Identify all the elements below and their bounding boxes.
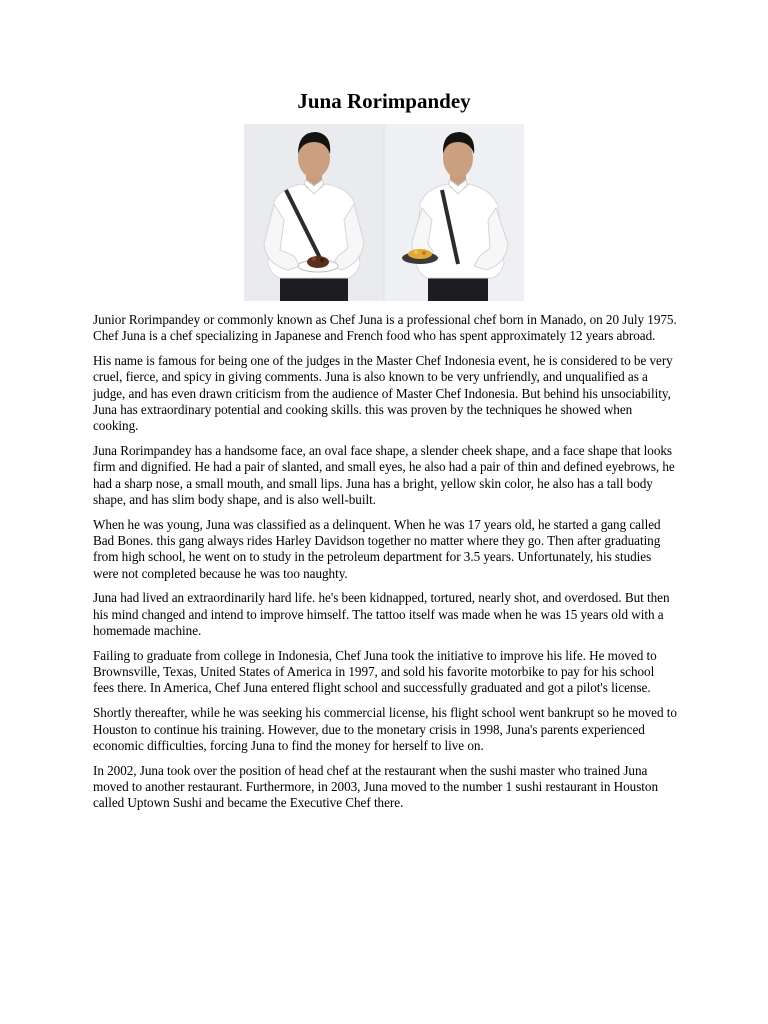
paragraph: When he was young, Juna was classified as a delinquent. When he was 17 years old, he started a gang called Bad Bones. this gang always rides Harley Davidson together no matter where they go. Then after graduating from high school, he went on to study in the petroleum department for 3.5 years. Unfortunately, his studies were not completed because he was too naughty. — [93, 516, 661, 581]
paragraph: Junior Rorimpandey or commonly known as Chef Juna is a professional chef born in Manado, on 20 July 1975. Chef Juna is a chef specializing in Japanese and French food who has spent approximately 12 years abroad. — [93, 312, 677, 344]
document-body — [93, 312, 677, 820]
paragraph: Failing to graduate from college in Indonesia, Chef Juna took the initiative to improve his life. He moved to Brownsville, Texas, United States of America in 1997, and sold his favorite motorbike to pay for his school fees there. In America, Chef Juna entered flight school and successfully graduated and got a pilot's license. — [93, 647, 657, 696]
paragraph: Shortly thereafter, while he was seeking his commercial license, his flight school went bankrupt so he moved to Houston to continue his training. However, due to the monetary crisis in 1998, Juna's parents experienced economic difficulties, forcing Juna to find the money for herself to live on. — [93, 705, 677, 753]
paragraph: Juna had lived an extraordinarily hard life. he's been kidnapped, tortured, nearly shot, and overdosed. But then his mind changed and intend to improve himself. The tattoo itself was made when he was 15 years old with a homemade machine. — [93, 590, 670, 639]
paragraph: His name is famous for being one of the judges in the Master Chef Indonesia event, he is considered to be very cruel, fierce, and spicy in giving comments. Juna is also known to be very unfriendly, and unqualified as a judge, and has even drawn criticism from the audience of Master Chef Indonesia. But behind his unsociability, Juna has extraordinary potential and cooking skills. this was proven by the techniques he showed when cooking. — [93, 353, 673, 434]
chef-portrait-photo — [244, 124, 524, 301]
paragraph: Juna Rorimpandey has a handsome face, an oval face shape, a slender cheek shape, and a face shape that looks firm and dignified. He had a pair of slanted, and small eyes, he also had a pair of thin and defined eyebrows, he had a sharp nose, a small mouth, and small lips. Juna has a bright, yellow skin color, he also has a tall body shape, and has slim body shape, and is also well-built. — [93, 443, 675, 507]
paragraph: In 2002, Juna took over the position of head chef at the restaurant when the sushi master who trained Juna moved to another restaurant. Furthermore, in 2003, Juna moved to the number 1 sushi restaurant in Houston called Uptown Sushi and became the Executive Chef there. — [93, 762, 658, 811]
document-title: Juna Rorimpandey — [297, 89, 471, 113]
